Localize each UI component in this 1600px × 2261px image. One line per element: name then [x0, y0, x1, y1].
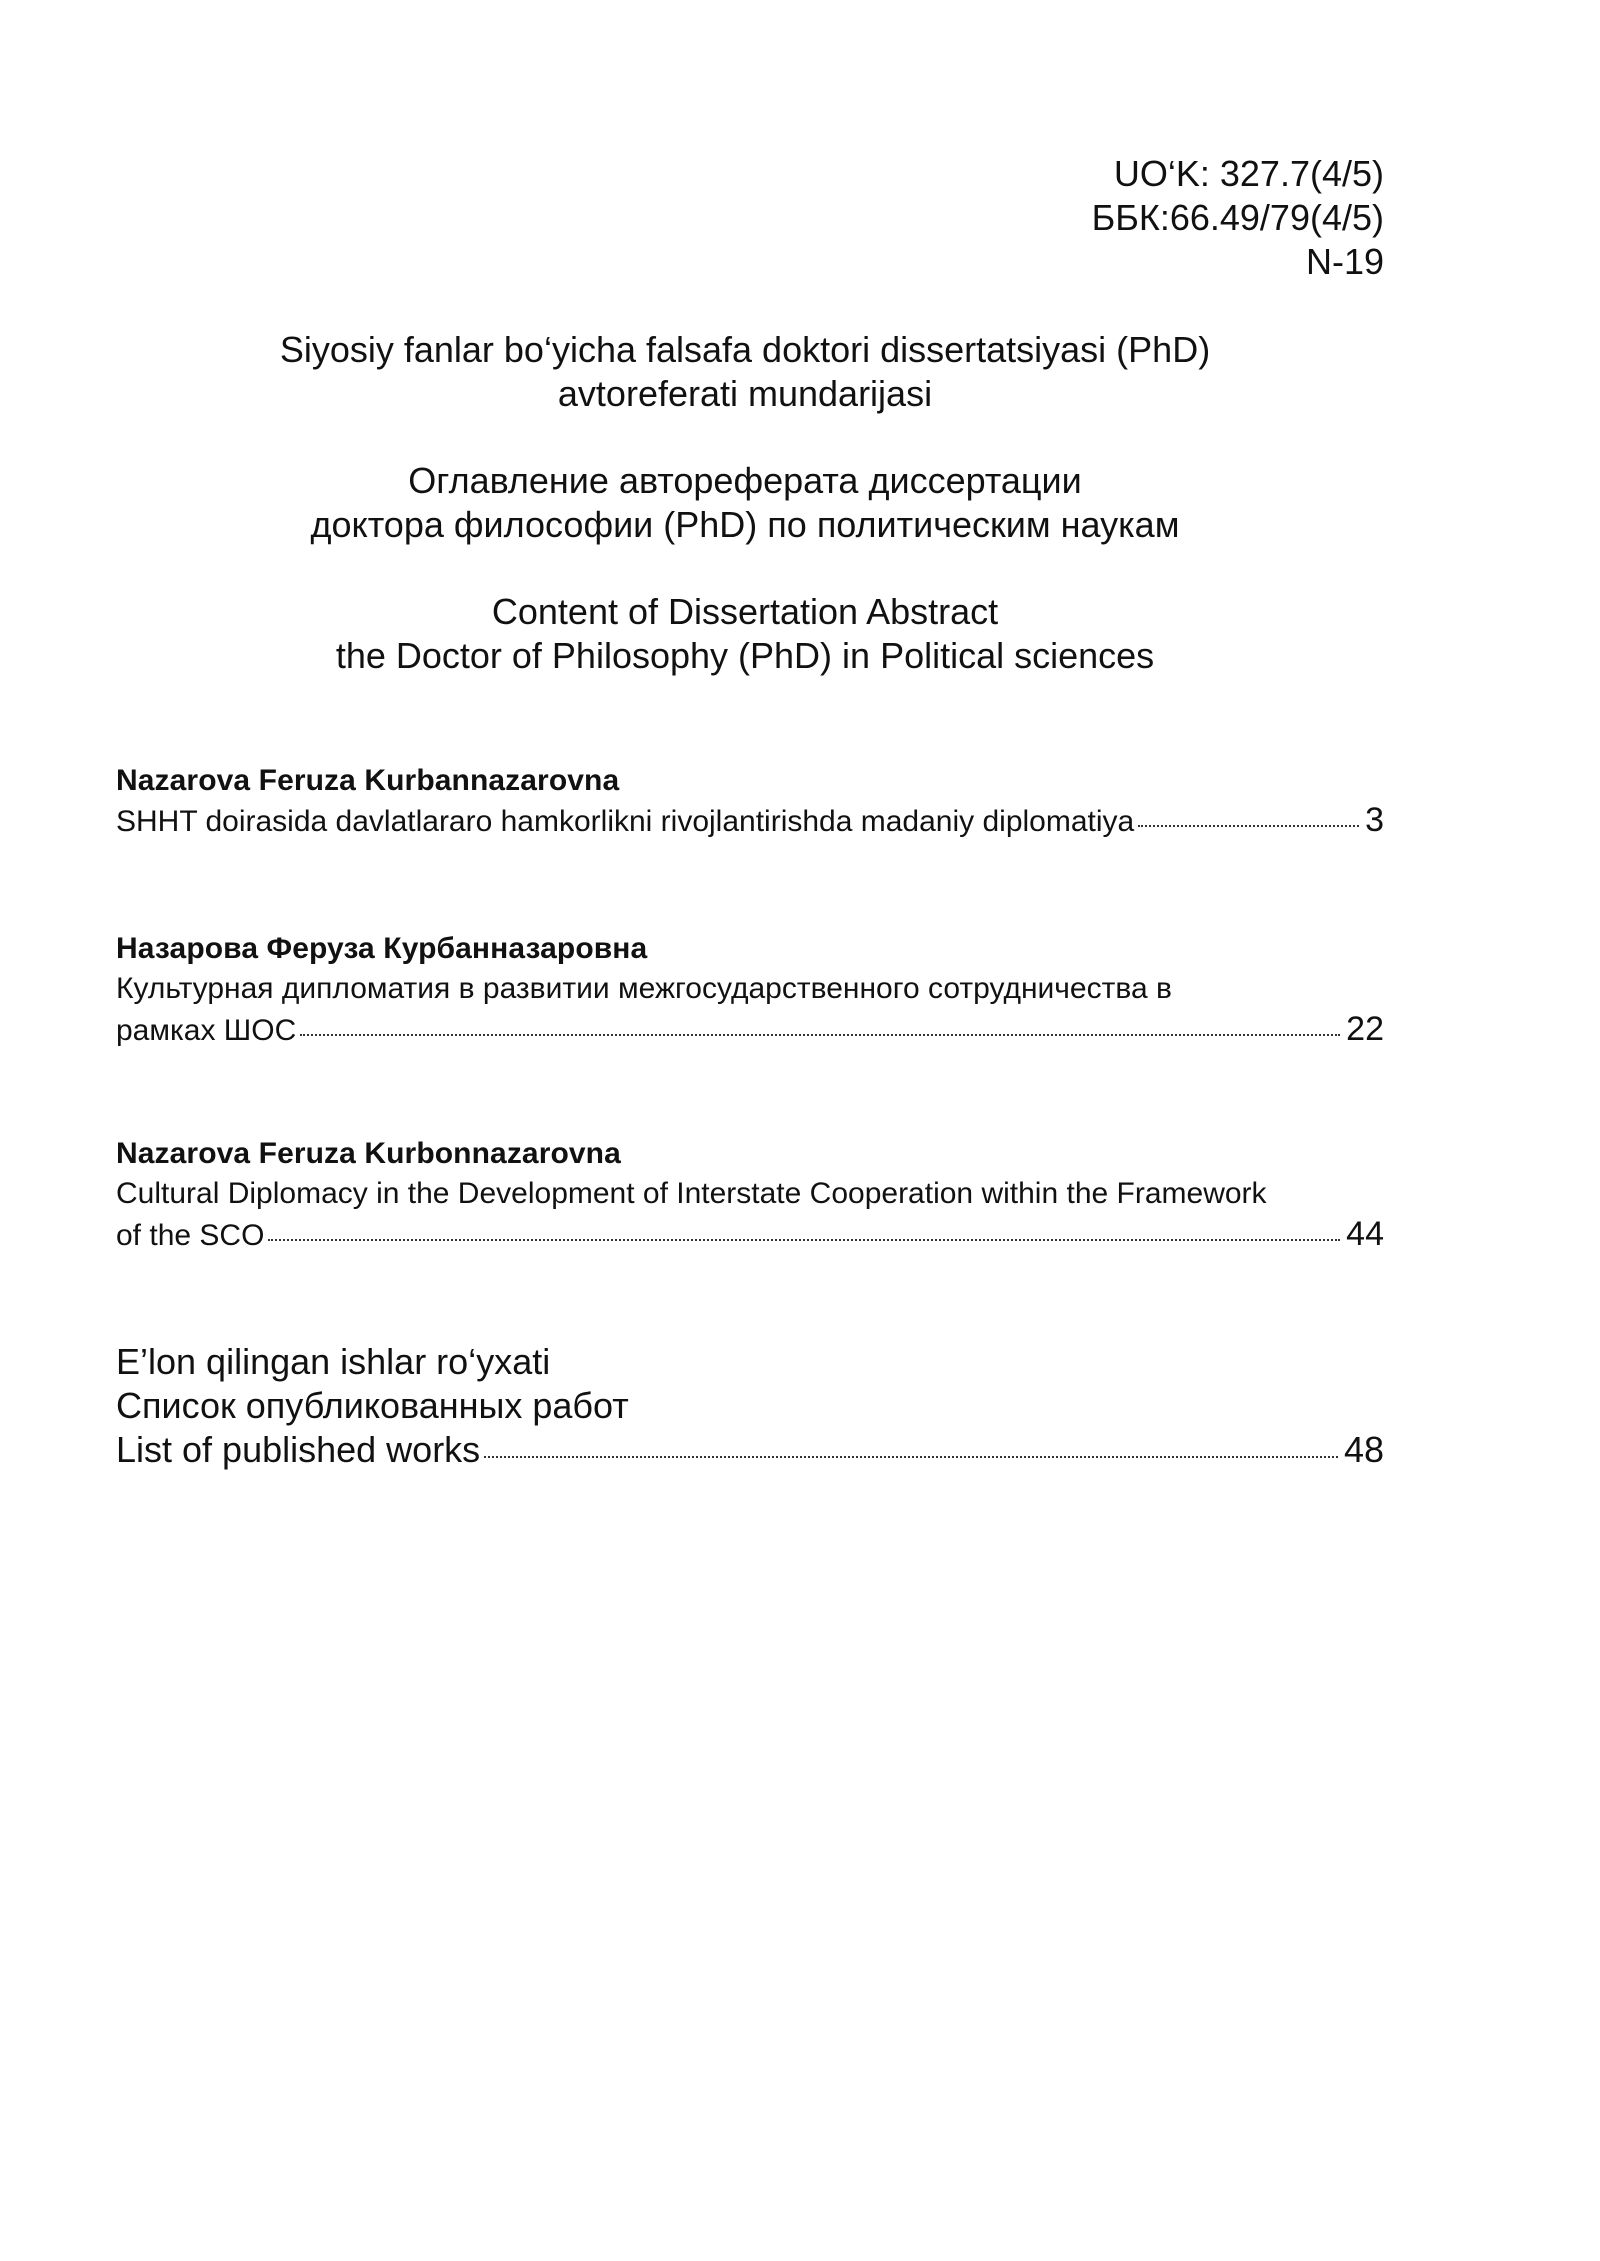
title-uzbek	[0, 328, 1490, 416]
title-english	[0, 590, 1490, 678]
title-russian	[0, 459, 1490, 547]
published-works-heading-uzbek: E’lon qilingan ishlar ro‘yxati	[116, 1341, 551, 1382]
entry-title-line: Cultural Diplomacy in the Development of Interstate Cooperation within the Framework	[116, 1177, 1267, 1210]
dot-leader	[484, 1455, 1338, 1458]
page-number: 48	[1343, 1429, 1384, 1470]
entry-title-line	[116, 800, 1384, 842]
toc-entry-uzbek[interactable]	[116, 762, 1384, 842]
classification-codes	[1092, 152, 1384, 284]
published-works-heading-russian: Список опубликованных работ	[116, 1385, 629, 1426]
entry-title-text: of the SCO	[116, 1219, 265, 1252]
entry-title-line	[116, 1214, 1384, 1256]
dot-leader	[1138, 824, 1359, 827]
title-english-line-2: the Doctor of Philosophy (PhD) in Political sciences	[335, 635, 1155, 676]
page-number: 3	[1365, 801, 1384, 839]
bbk-code: ББК:66.49/79(4/5)	[1091, 197, 1384, 238]
published-works-heading-english: List of published works	[116, 1429, 481, 1470]
entry-title-text: рамках ШОС	[116, 1014, 297, 1047]
entry-title-line: Культурная дипломатия в развитии межгосударственного сотрудничества в	[116, 972, 1172, 1005]
udk-code: UO‘K: 327.7(4/5)	[1113, 153, 1384, 194]
title-russian-line-1: Оглавление автореферата диссертации	[408, 460, 1082, 501]
title-uzbek-line-2: avtoreferati mundarijasi	[557, 373, 933, 414]
page-number: 44	[1346, 1215, 1384, 1253]
toc-entry-russian[interactable]	[116, 930, 1384, 1051]
toc-entry-english[interactable]	[116, 1135, 1384, 1256]
dot-leader	[268, 1238, 1340, 1241]
entry-author: Nazarova Feruza Kurbonnazarovna	[116, 1137, 621, 1170]
title-uzbek-line-1: Siyosiy fanlar bo‘yicha falsafa doktori dissertatsiyasi (PhD)	[279, 329, 1211, 370]
toc-entry-published-works[interactable]	[116, 1340, 1384, 1472]
page-number: 22	[1346, 1010, 1384, 1048]
entry-title-line	[116, 1009, 1384, 1051]
title-english-line-1: Content of Dissertation Abstract	[491, 591, 999, 632]
entry-author: Nazarova Feruza Kurbannazarovna	[116, 764, 620, 797]
published-works-line	[116, 1428, 1384, 1472]
entry-title-text: SHHT doirasida davlatlararo hamkorlikni rivojlantirishda madaniy diplomatiya	[116, 805, 1135, 838]
entry-author: Назарова Феруза Курбанназаровна	[116, 932, 648, 965]
title-russian-line-2: доктора философии (PhD) по политическим наукам	[310, 504, 1180, 545]
dot-leader	[300, 1033, 1340, 1036]
n-code: N-19	[1305, 241, 1384, 282]
